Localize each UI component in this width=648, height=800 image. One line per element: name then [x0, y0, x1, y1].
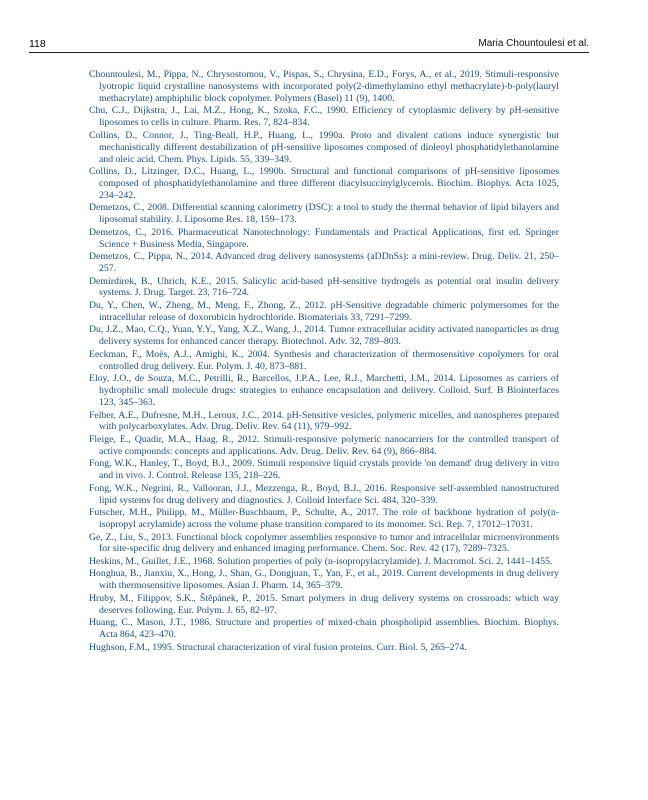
running-head-authors: Maria Chountoulesi et al.: [478, 38, 589, 49]
reference-entry: Honghua, B., Jianxiu, X., Hong, J., Shan, G., Dongjuan, T., Yan, F., et al., 2019. Current developments in drug delivery with thermosensitive liposomes. Asian J. Pharm. 14, 365–379.: [89, 568, 559, 592]
reference-entry: Eloy, J.O., de Souza, M.C., Petrilli, R., Barcellos, J.P.A., Lee, R.J., Marchetti, J.M., 2014. Liposomes as carriers of hydrophilic small molecule drugs: strategies to enhance encapsulation and delivery. Colloid. Surf. B Biointerfaces 123, 345–363.: [89, 373, 559, 408]
reference-entry: Du, J.Z., Mao, C.Q., Yuan, Y.Y., Yang, X.Z., Wang, J., 2014. Tumor extracellular acidity activated nanoparticles as drug delivery systems for enhanced cancer therapy. Biotechnol. Adv. 32, 789–803.: [89, 324, 559, 348]
reference-entry: Demetzos, C., Pippa, N., 2014. Advanced drug delivery nanosystems (aDDnSs): a mini-review. Drug. Deliv. 21, 250–257.: [89, 251, 559, 275]
reference-entry: Hughson, F.M., 1995. Structural characterization of viral fusion proteins. Curr. Biol. 5, 265–274.: [89, 641, 467, 653]
reference-entry: Futscher, M.H., Philipp, M., Müller-Buschbaum, P., Schulte, A., 2017. The role of backbone hydration of poly(n-isopropyl acrylamide) across the volume phase transition compared to its monomer. Sci. Rep. 7, 17012–17031.: [89, 507, 559, 531]
reference-entry: Demetzos, C., 2008. Differential scanning calorimetry (DSC): a tool to study the thermal behavior of lipid bilayers and liposomal stability. J. Liposome Res. 18, 159–173.: [89, 202, 559, 226]
reference-entry: Chountoulesi, M., Pippa, N., Chrysostomou, V., Pispas, S., Chrysina, E.D., Forys, A., et al., 2019. Stimuli-responsive lyotropic liquid crystalline nanosystems with incorporated poly(2-dimethylamino ethyl methacrylate)-b-poly(lauryl methacrylate) amphiphilic block copolymer. Polymers (Basel) 11 (9), 1400.: [89, 69, 559, 104]
reference-entry: Demetzos, C., 2016. Pharmaceutical Nanotechnology: Fundamentals and Practical Applications, first ed. Springer Science + Business Media, Singapore.: [89, 226, 559, 250]
reference-list: [89, 69, 559, 654]
reference-entry: Hruby, M., Filippov, S.K., Štěpánek, P., 2015. Smart polymers in drug delivery systems on crossroads: which way deserves following. Eur. Polym. J. 65, 82–97.: [89, 592, 559, 616]
page-number: 118: [29, 38, 46, 50]
reference-entry: Chu, C.J., Dijkstra, J., Lai, M.Z., Hong, K., Szoka, F.C., 1990. Efficiency of cytoplasmic delivery by pH-sensitive liposomes to cells in culture. Pharm. Res. 7, 824–834.: [89, 105, 559, 129]
reference-entry: Fong, W.K., Hanley, T., Boyd, B.J., 2009. Stimuli responsive liquid crystals provide 'on demand' drug delivery in vitro and in vivo. J. Control. Release 135, 218–226.: [89, 458, 559, 482]
reference-entry: Collins, D., Litzinger, D.C., Huang, L., 1990b. Structural and functional comparisons of pH-sensitive liposomes composed of phosphatidylethanolamine and three different diacylsuccinylglycerols. Biochim. Biophys. Acta 1025, 234–242.: [89, 166, 559, 201]
reference-entry: Fleige, E., Quadir, M.A., Haag, R., 2012. Stimuli-responsive polymeric nanocarriers for the controlled transport of active compounds: concepts and applications. Adv. Drug. Deliv. Rev. 64 (9), 866–884.: [89, 433, 559, 457]
reference-entry: Huang, C., Mason, J.T., 1986. Structure and properties of mixed-chain phospholipid assemblies. Biochim. Biophys. Acta 864, 423–470.: [89, 617, 559, 641]
reference-entry: Ge, Z., Liu, S., 2013. Functional block copolymer assemblies responsive to tumor and intracellular microenvironments for site-specific drug delivery and enhanced imaging performance. Chem. Soc. Rev. 42 (17), 7289–7325.: [89, 531, 559, 555]
page-header: [29, 36, 589, 53]
reference-entry: Demirdirek, B., Uhrich, K.E., 2015. Salicylic acid-based pH-sensitive hydrogels as potential oral insulin delivery systems. J. Drug. Target. 23, 716–724.: [89, 275, 559, 299]
reference-entry: Felber, A.E., Dufresne, M.H., Leroux, J.C., 2014. pH-Sensitive vesicles, polymeric micelles, and nanospheres prepared with polycarboxylates. Adv. Drug. Deliv. Rev. 64 (11), 979–992.: [89, 409, 559, 433]
reference-entry: Du, Y., Chen, W., Zheng, M., Meng, F., Zhong, Z., 2012. pH-Sensitive degradable chimeric polymersomes for the intracellular release of doxorubicin hydrochloride. Biomaterials 33, 7291–7299.: [89, 299, 559, 323]
reference-entry: Eeckman, F., Moës, A.J., Amighi, K., 2004. Synthesis and characterization of thermosensitive copolymers for oral controlled drug delivery. Eur. Polym. J. 40, 873–881.: [89, 348, 559, 372]
reference-entry: Collins, D., Connor, J., Ting-Beall, H.P., Huang, L., 1990a. Proto and divalent cations induce synergistic but mechanistically different destabilization of pH-sensitive liposomes composed of dioleoyl phosphatidylethanolamine and oleic acid. Chem. Phys. Lipids. 55, 339–349.: [89, 129, 559, 165]
reference-entry: Heskins, M., Guillet, J.E., 1968. Solution properties of poly (n-isopropylacrylamide). J. Macromol. Sci. 2, 1441–1455.: [89, 555, 553, 567]
reference-entry: Fong, W.K., Negrini, R., Vallooran, J.J., Mezzenga, R., Boyd, B.J., 2016. Responsive self-assembled nanostructured lipid systems for drug delivery and diagnostics. J. Colloid Interface Sci. 484, 320–339.: [89, 482, 559, 506]
